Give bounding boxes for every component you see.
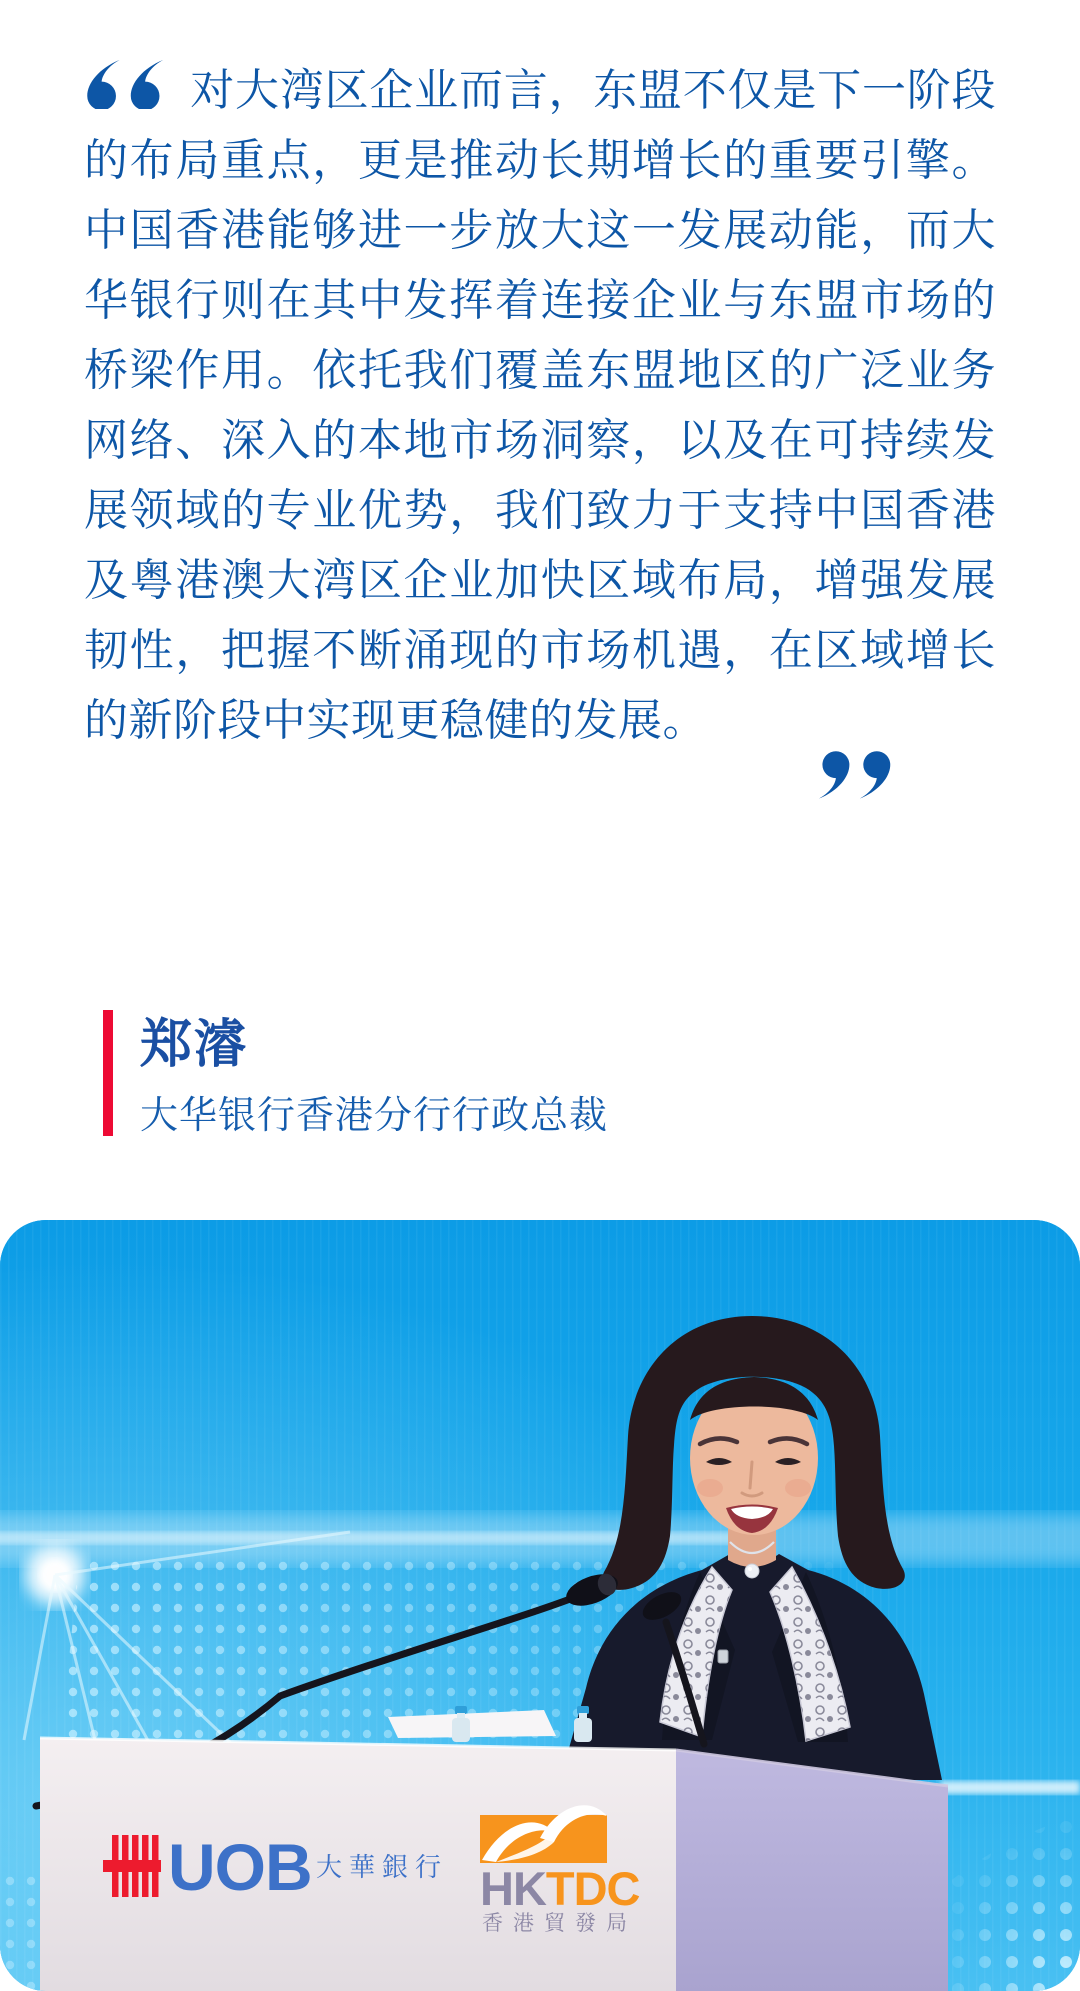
photo-scene [0,1220,1080,1991]
light-streak [940,1781,1080,1794]
quote-text: 对大湾区企业而言，东盟不仅是下一阶段的布局重点，更是推动长期增长的重要引擎。中国香港能够进一步放大这一发展动能，而大华银行则在其中发挥着连接企业与东盟市场的桥梁作用。依托我们覆盖东盟地区的广泛业务网络、深入的本地市场洞察，以及在可持续发展领域的专业优势，我们致力于支持中国香港及粤港澳大湾区企业加快区域布局，增强发展韧性，把握不断涌现的市场机遇，在区域增长的新阶段中实现更稳健的发展。 [84,66,996,745]
hktdc-wordmark: HKTDC [480,1862,640,1915]
uob-cjk-name: 大華銀行 [316,1852,449,1882]
podium-side [676,1750,948,1991]
speaker-title: 大华银行香港分行行政总裁 [140,1095,609,1137]
lapel-pin [718,1650,728,1663]
podium [40,1738,948,1991]
speaker-name: 郑濬 [140,1016,249,1074]
hktdc-cjk-name: 香港貿發局 [482,1912,637,1935]
quote-section [84,56,996,756]
speaker-accent-bar [103,1010,113,1136]
close-quote-icon [812,750,892,802]
uob-wordmark: UOB [168,1830,312,1904]
open-quote-icon [84,59,172,109]
speaker-photo [0,1220,1080,1991]
quote-paragraph [84,56,996,756]
